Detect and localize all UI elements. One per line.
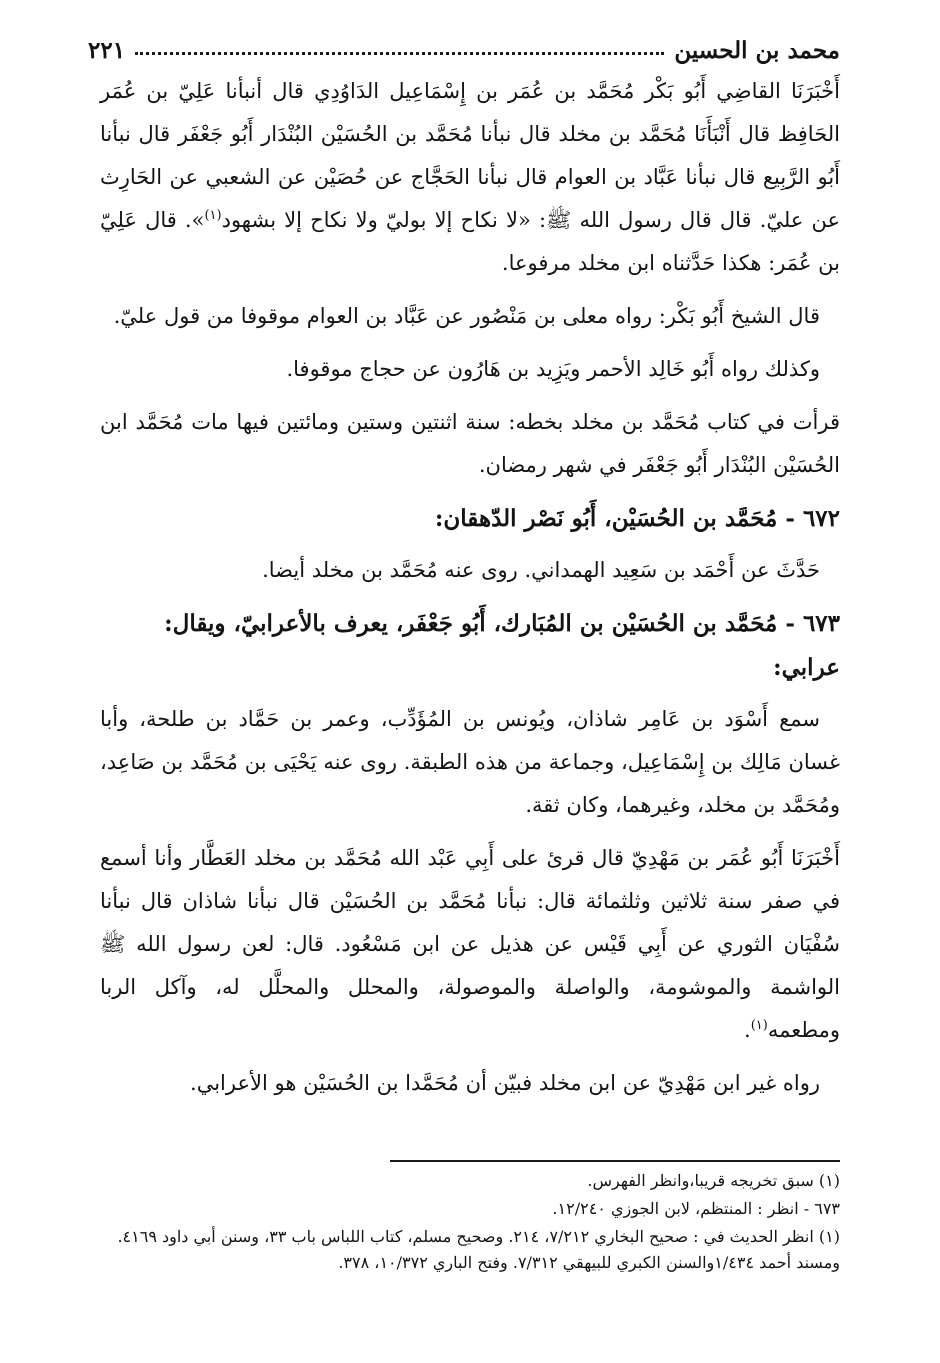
main-text bbox=[100, 70, 840, 1115]
paragraph-text: أَخْبَرَنَا أَبُو عُمَر بن مَهْدِيّ قال قرئ على أَبِي عَبْد الله مُحَمَّد بن مخلد العَطَّار وأنا أسمع في صفر سنة ثلاثين وثلثمائة قال: نبأنا مُحَمَّد بن الحُسَيْن قال نبأنا شاذان قال نبأنا سُفْيَان الثوري عن أَبِي قَيْس عن هذيل عن ابن مَسْعُود. قال: لعن رسول الله ﷺ الواشمة والموشومة، والواصلة والموصولة، والمحلل والمحلَّل له، وآكل الربا ومطعمه bbox=[100, 846, 840, 1042]
paragraph-text: أَخْبَرَنَا القاضِي أَبُو بَكْر مُحَمَّد بن عُمَر بن إِسْمَاعِيل الدَاوُدِي قال أنبأنا عَلِيّ بن عُمَر الحَافِظ قال أَنْبَأَنَا مُحَمَّد بن مخلد قال نبأنا مُحَمَّد بن الحُسَيْن البُنْدَار أَبُو جَعْفَر قال نبأنا أَبُو الرَّبِيع قال نبأنا عَبَّاد بن العوام قال نبأنا الحَجَّاج عن حُصَيْن عن الشعبي عن الحَارِث عن عليّ. قال قال رسول الله ﷺ: «لا نكاح إلا بوليّ ولا نكاح إلا بشهود bbox=[100, 79, 841, 232]
paragraph-text-end: . bbox=[744, 1018, 751, 1042]
paragraph-isnad-1 bbox=[100, 70, 840, 285]
dotted-leader bbox=[135, 52, 664, 55]
paragraph-shaykh-note: قال الشيخ أَبُو بَكْر: رواه معلى بن مَنْصُور عن عَبَّاد بن العوام موقوفا من قول عليّ. bbox=[113, 304, 820, 328]
paragraph-closing-note: رواه غير ابن مَهْدِيّ عن ابن مخلد فبيّن أن مُحَمَّدا بن الحُسَيْن هو الأعرابي. bbox=[190, 1071, 820, 1095]
paragraph-text-end: ». قال عَلِيّ بن عُمَر: هكذا حَدَّثناه ابن مخلد مرفوعا. bbox=[100, 208, 840, 275]
footnote-marker: (١) bbox=[204, 208, 222, 223]
running-title: محمد بن الحسين bbox=[674, 37, 840, 64]
footnote-separator bbox=[390, 1160, 840, 1162]
entry-heading-672: ٦٧٢ - مُحَمَّد بن الحُسَيْن، أَبُو نَصْر الدّهقان: bbox=[434, 505, 840, 532]
paragraph-entry-673: سمع أَسْوَد بن عَامِر شاذان، ويُونس بن المُؤَدِّب، وعمر بن حَمَّاد بن طلحة، وأبا غسان مَالِك بن إِسْمَاعِيل، وجماعة من هذه الطبقة. روى عنه يَحْيَى بن مُحَمَّد بن صَاعِد، ومُحَمَّد بن مخلد، وغيرهما، وكان ثقة. bbox=[100, 707, 840, 817]
paragraph-entry-672: حَدَّثَ عن أَحْمَد بن سَعِيد الهمداني. روى عنه مُحَمَّد بن مخلد أيضا. bbox=[262, 558, 820, 582]
footnote-marker: (١) bbox=[750, 1018, 768, 1033]
running-header bbox=[88, 30, 840, 64]
page-number: ٢٢١ bbox=[88, 37, 126, 64]
footnotes bbox=[100, 1168, 840, 1278]
entry-heading-673: ٦٧٣ - مُحَمَّد بن الحُسَيْن بن المُبَارك، أَبُو جَعْفَر، يعرف بالأعرابيّ، ويقال: عرابي: bbox=[164, 610, 840, 681]
paragraph-isnad-2 bbox=[100, 837, 840, 1052]
footnote-673: ٦٧٣ - انظر : المنتظم، لابن الجوزي ١٢/٢٤٠. bbox=[552, 1199, 840, 1218]
paragraph-death-date: قرأت في كتاب مُحَمَّد بن مخلد بخطه: سنة اثنتين وستين ومائتين فيها مات مُحَمَّد ابن الحُسَيْن البُنْدَار أَبُو جَعْفَر في شهر رمضان. bbox=[100, 410, 840, 477]
footnote-1: (١) سبق تخريجه قريبا،وانظر الفهرس. bbox=[587, 1171, 840, 1190]
paragraph-mawquf-note: وكذلك رواه أَبُو خَالِد الأحمر ويَزِيد بن هَارُون عن حجاج موقوفا. bbox=[286, 357, 820, 381]
footnote-2: (١) انظر الحديث في : صحيح البخاري ٧/٢١٢، ٢١٤. وصحيح مسلم، كتاب اللباس باب ٣٣، وسنن أبي داود ٤١٦٩. ومسند أحمد ١/٤٣٤والسنن الكبري للبيهقي ٧/٣١٢. وفتح الباري ١٠/٣٧٢، ٣٧٨. bbox=[117, 1227, 840, 1272]
